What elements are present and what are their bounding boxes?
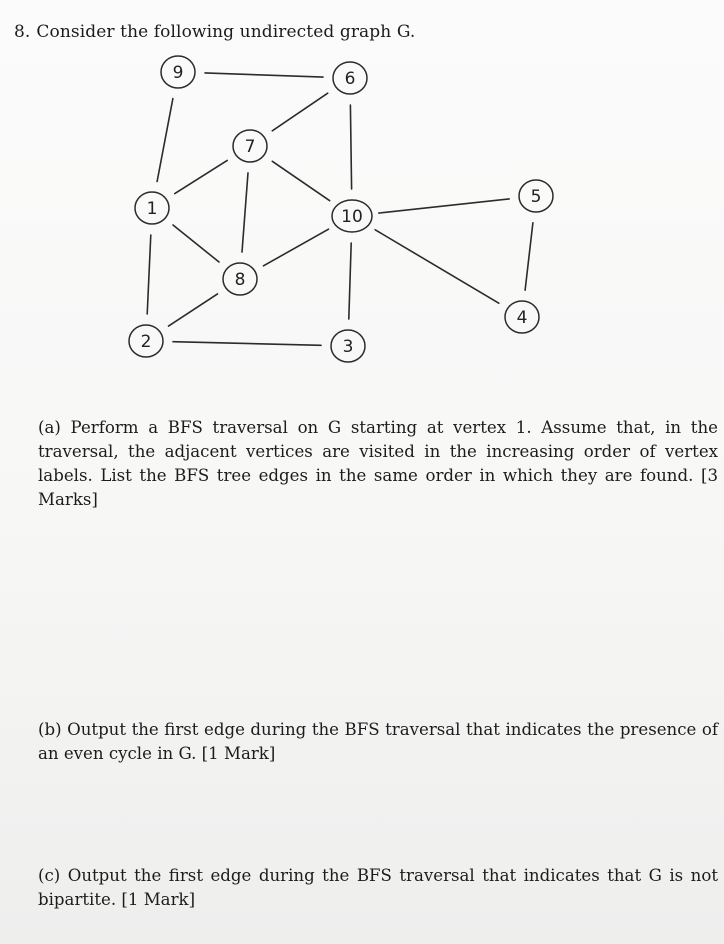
node-label: 3 [342, 337, 354, 357]
node-8 [223, 263, 257, 295]
edge-10-8 [264, 229, 329, 266]
edge-1-2 [147, 235, 151, 314]
edge-7-1 [175, 160, 227, 193]
node-5 [519, 180, 553, 212]
edge-9-1 [157, 99, 173, 182]
graph-edges [147, 73, 533, 345]
node-label: 10 [341, 207, 363, 227]
question-text: Consider the following undirected graph G. [36, 22, 416, 42]
node-label: 4 [516, 308, 528, 328]
node-6 [333, 62, 367, 94]
node-label: 2 [140, 332, 152, 352]
edge-6-10 [350, 105, 351, 189]
part-a-text: (a) Perform a BFS traversal on G starting at vertex 1. Assume that, in the traversal, the adjacent vertices are visited in the increasing order of vertex labels. List the BFS tree edges in the same order in which they are found. [3 Marks] [38, 418, 718, 509]
graph-figure [0, 0, 724, 400]
part-c-text: (c) Output the first edge during the BFS traversal that indicates that G is not bipartite. [1 Mark] [38, 866, 718, 909]
node-2 [129, 325, 163, 357]
edge-10-3 [349, 243, 351, 319]
node-label: 5 [530, 187, 542, 207]
node-3 [331, 330, 365, 362]
node-label: 6 [344, 69, 356, 89]
edge-2-3 [173, 342, 321, 346]
edge-5-4 [525, 223, 533, 290]
edge-10-5 [379, 199, 509, 213]
part-b-text: (b) Output the first edge during the BFS traversal that indicates the presence of an even cycle in G. [1 Mark] [38, 720, 718, 763]
edge-6-7 [272, 93, 327, 131]
edge-7-10 [272, 161, 329, 200]
question-number: 8. [14, 22, 31, 42]
edge-8-2 [169, 294, 218, 326]
node-10 [332, 200, 372, 232]
node-9 [161, 56, 195, 88]
graph-nodes [129, 56, 553, 362]
node-label: 1 [146, 199, 158, 219]
edge-1-8 [173, 225, 219, 262]
edge-7-8 [242, 173, 248, 252]
node-label: 8 [234, 270, 246, 290]
node-4 [505, 301, 539, 333]
node-1 [135, 192, 169, 224]
node-label: 7 [244, 137, 256, 157]
edge-9-6 [205, 73, 323, 77]
node-label: 9 [172, 63, 184, 83]
edge-10-4 [375, 230, 499, 303]
node-7 [233, 130, 267, 162]
